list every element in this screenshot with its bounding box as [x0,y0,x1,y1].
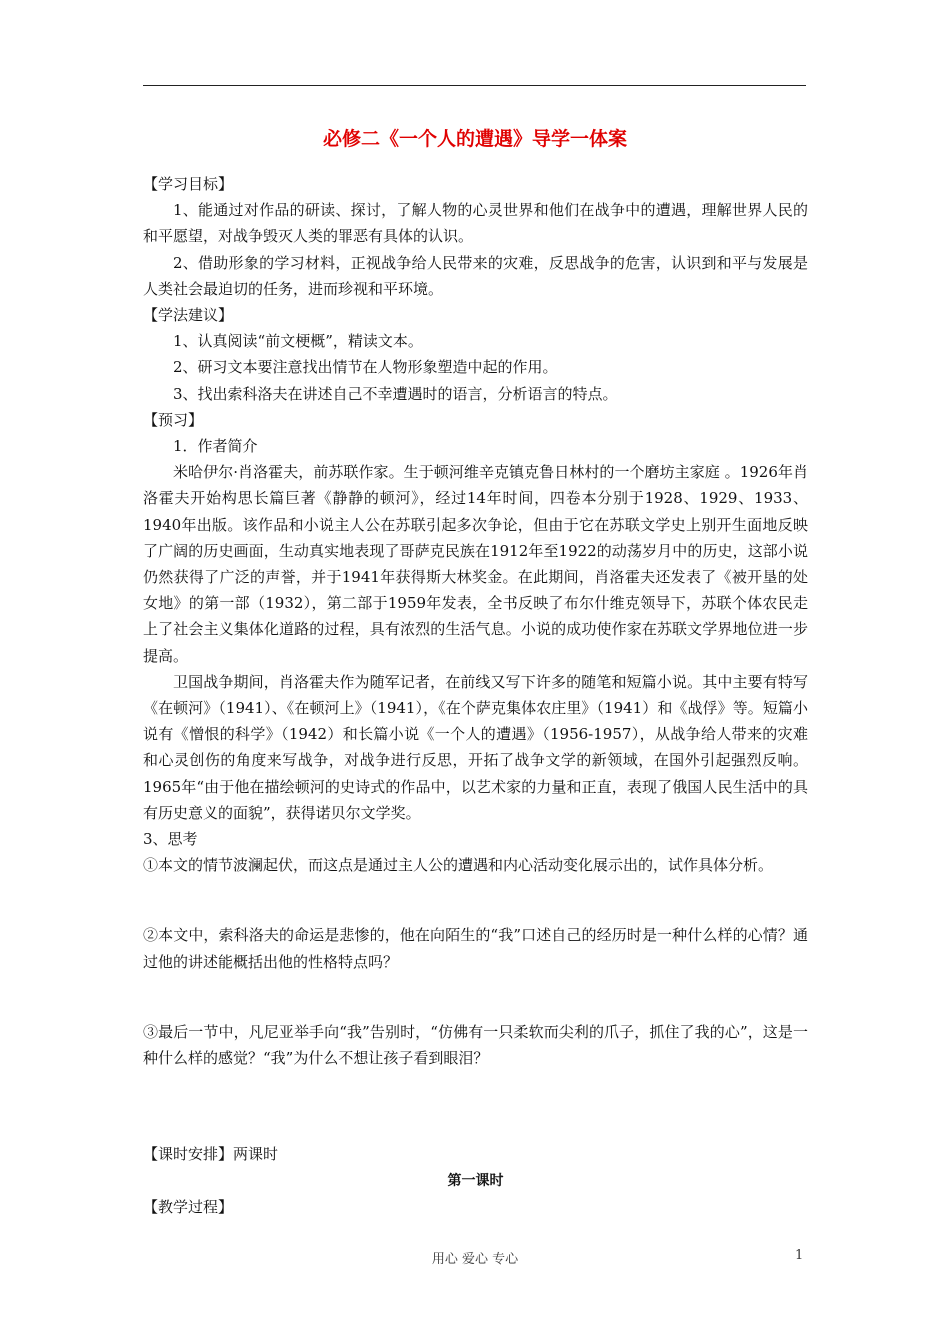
think-heading: 3、思考 [143,830,198,849]
method-heading: 【学法建议】 [143,306,234,325]
author-heading: 1．作者简介 [173,437,258,456]
method-3: 3、找出索科洛夫在讲述自己不幸遭遇时的语言，分析语言的特点。 [173,384,618,403]
question-1: ①本文的情节波澜起伏，而这点是通过主人公的遭遇和内心活动变化展示出的，试作具体分析。 [143,856,774,875]
page-title: 必修二《一个人的遭遇》导学一体案 [322,128,627,150]
question-3: ③最后一节中，凡尼亚举手向“我”告别时，“仿佛有一只柔软而尖利的爪子，抓住了我的心”，这是一种什么样的感觉？“我”为什么不想让孩子看到眼泪？ [143,1022,808,1068]
preview-heading: 【预习】 [143,410,204,429]
author-paragraph-2: 卫国战争期间，肖洛霍夫作为随军记者，在前线又写下许多的随笔和短篇小说。其中主要有特写《在顿河》（1941）、《在顿河上》（1941），《在个萨克集体农庄里》（1941）和《战俘》等。短篇小说有《憎恨的科学》（1942）和长篇小说《一个人的遭遇》（1956-1957），从战争给人带来的灾难和心灵创伤的角度来写战争，对战争进行反思，开拓了战争文学的新领域，在国外引起强烈反响。1965年“由于他在描绘顿河的史诗式的作品中，以艺术家的力量和正直，表现了俄国人民生活中的具有历史意义的面貌”，获得诺贝尔文学奖。 [143,672,808,822]
page-number: 1 [795,1248,804,1263]
schedule-line: 【课时安排】两课时 [143,1145,279,1164]
lesson-heading: 第一课时 [447,1172,504,1189]
header-rule [143,85,806,86]
question-2: ②本文中，索科洛夫的命运是悲惨的，他在向陌生的“我”口述自己的经历时是一种什么样的心情？通过他的讲述能概括出他的性格特点吗？ [143,926,808,971]
goal-1: 1、能通过对作品的研读、探讨，了解人物的心灵世界和他们在战争中的遭遇，理解世界人民的和平愿望，对战争毁灭人类的罪恶有具体的认识。 [143,201,808,246]
process-heading: 【教学过程】 [143,1197,234,1216]
footer-motto: 用心 爱心 专心 [431,1252,519,1267]
author-paragraph-1: 米哈伊尔·肖洛霍夫，前苏联作家。生于顿河维辛克镇克鲁日林村的一个磨坊主家庭 。1926年肖洛霍夫开始构思长篇巨著《静静的顿河》，经过14年时间，四卷本分别于1928、1929、1933、1940年出版。该作品和小说主人公在苏联引起多次争论，但由于它在苏联文学史上别开生面地反映了广阔的历史画面，生动真实地表现了哥萨克民族在1912年至1922的动荡岁月中的历史，这部小说仍然获得了广泛的声誉，并于1941年获得斯大林奖金。在此期间，肖洛霍夫还发表了《被开垦的处女地》的第一部（1932），第二部于1959年发表，全书反映了布尔什维克领导下，苏联个体农民走上了社会主义集体化道路的过程，具有浓烈的生活气息。小说的成功使作家在苏联文学界地位进一步提高。 [143,463,808,665]
goal-2: 2、借助形象的学习材料，正视战争给人民带来的灾难，反思战争的危害，认识到和平与发展是人类社会最迫切的任务，进而珍视和平环境。 [143,253,808,298]
method-1: 1、认真阅读“前文梗概”，精读文本。 [173,332,423,351]
goals-heading: 【学习目标】 [143,175,234,193]
document-body [143,171,808,1220]
method-2: 2、研习文本要注意找出情节在人物形象塑造中起的作用。 [173,358,558,377]
